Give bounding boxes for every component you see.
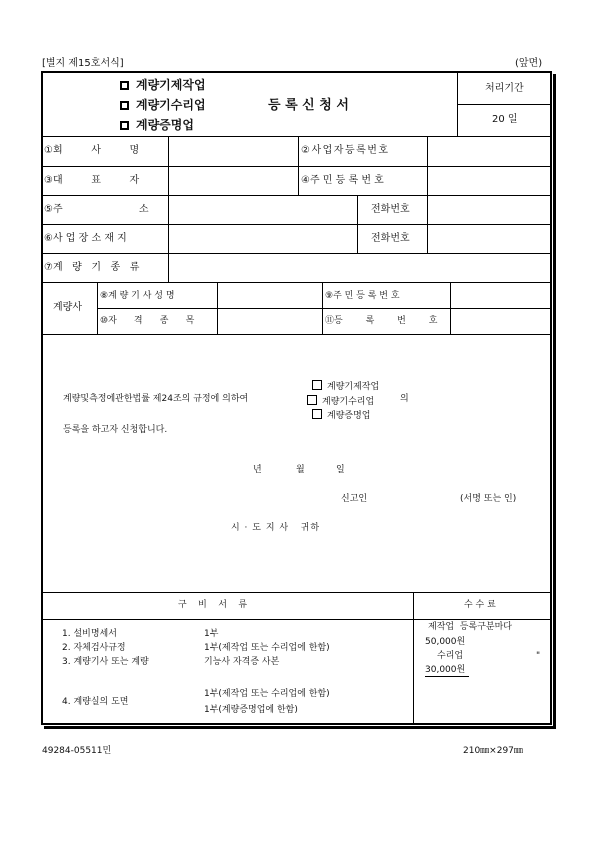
company-name-field[interactable] xyxy=(170,138,296,164)
form-number: [별지 제15호서식] xyxy=(42,58,124,69)
document-name: 4. 계량실의 도면 xyxy=(62,697,129,707)
date-day-label: 일 xyxy=(336,465,345,475)
workplace-label: ⑥사 업 장 소 재 지 xyxy=(44,233,127,244)
applicant-label: 신고인 xyxy=(341,494,368,504)
measurer-name-field[interactable] xyxy=(219,284,320,306)
document-name: 3. 계량기사 또는 계량 xyxy=(62,657,149,667)
form-title: 등 록 신 청 서 xyxy=(268,98,349,113)
business-reg-field[interactable] xyxy=(430,138,550,164)
representative-label: ③대 표 자 xyxy=(44,175,140,186)
measurer-name-label: ⑧계 량 기 사 성 명 xyxy=(100,291,175,301)
phone-field[interactable] xyxy=(430,197,550,223)
qualification-label: ⑩자 격 종 목 xyxy=(100,316,195,326)
checkbox-icon[interactable] xyxy=(312,380,322,390)
document-name: 2. 자체검사규정 xyxy=(62,643,126,653)
document-qty: 1부 xyxy=(204,629,219,639)
resident-reg-label: ④주 민 등 록 번 호 xyxy=(301,175,384,186)
statement-text: 계량및측정에관한법률 제24조의 규정에 의하여 xyxy=(63,394,249,404)
qualification-field[interactable] xyxy=(219,310,320,332)
fee-amount: 30,000원 xyxy=(425,665,466,675)
frame-shadow-right xyxy=(553,74,556,728)
page-side-label: (앞면) xyxy=(515,58,543,69)
workplace-phone-label: 전화번호 xyxy=(371,233,410,244)
body-option-certification[interactable]: 계량증명업 xyxy=(312,409,370,421)
checkbox-icon[interactable] xyxy=(307,395,317,405)
address-label: ⑤주 소 xyxy=(44,204,149,215)
checkbox-icon[interactable] xyxy=(120,101,129,110)
fee-line: 수리업 xyxy=(437,651,464,661)
checkbox-icon[interactable] xyxy=(312,409,322,419)
processing-period-value: 20 일 xyxy=(492,114,518,125)
documents-header: 구 비 서 류 xyxy=(178,600,248,610)
processing-period-label: 처리기간 xyxy=(485,83,524,94)
body-option-repair[interactable]: 계량기수리업 xyxy=(307,395,374,407)
registration-no-label: ⑪등 록 번 호 xyxy=(325,316,438,326)
frame-shadow-bottom xyxy=(44,726,556,729)
fee-ditto-mark: " xyxy=(536,651,541,661)
recipient-label: 시 · 도 지 사 귀하 xyxy=(231,523,321,533)
document-qty-extra: 1부(계량증명업에 한함) xyxy=(204,705,298,715)
measurer-group-label: 계량사 xyxy=(53,302,82,313)
phone-label: 전화번호 xyxy=(371,204,410,215)
resident-reg-field[interactable] xyxy=(430,168,550,194)
fee-amount: 50,000원 xyxy=(425,637,466,647)
document-name: 1. 설비명세서 xyxy=(62,629,117,639)
date-year-label: 년 xyxy=(253,465,262,475)
company-name-label: ①회 사 명 xyxy=(44,145,140,156)
fee-line: 제작업 등록구분마다 xyxy=(428,622,512,632)
workplace-field[interactable] xyxy=(170,226,355,252)
title-option-manufacture[interactable]: 계량기제작업 xyxy=(120,79,206,91)
business-reg-label: ②사업자등록번호 xyxy=(301,145,390,156)
measurer-resident-label: ⑨주 민 등 록 번 호 xyxy=(325,291,400,301)
document-qty: 1부(제작업 또는 수리업에 한함) xyxy=(204,689,330,699)
instrument-type-field[interactable] xyxy=(170,255,550,281)
title-option-repair[interactable]: 계량기수리업 xyxy=(120,99,206,111)
registration-no-field[interactable] xyxy=(452,310,550,332)
representative-field[interactable] xyxy=(170,168,296,194)
workplace-phone-field[interactable] xyxy=(430,226,550,252)
fee-header: 수 수 료 xyxy=(464,600,496,610)
paper-size: 210㎜×297㎜ xyxy=(463,746,523,756)
measurer-resident-field[interactable] xyxy=(452,284,550,306)
date-month-label: 월 xyxy=(296,465,305,475)
signature-label: (서명 또는 인) xyxy=(460,494,517,504)
form-code: 49284-05511민 xyxy=(42,746,112,756)
statement-suffix: 의 xyxy=(400,394,409,404)
checkbox-icon[interactable] xyxy=(120,121,129,130)
document-qty: 기능사 자격증 사본 xyxy=(204,657,280,667)
instrument-type-label: ⑦계 량 기 종 류 xyxy=(44,262,140,273)
address-field[interactable] xyxy=(170,197,355,223)
statement-line2: 등록을 하고자 신청합니다. xyxy=(63,425,168,435)
body-option-manufacture[interactable]: 계량기제작업 xyxy=(312,380,379,392)
document-qty: 1부(제작업 또는 수리업에 한함) xyxy=(204,643,330,653)
title-option-certification[interactable]: 계량증명업 xyxy=(120,119,194,131)
checkbox-icon[interactable] xyxy=(120,81,129,90)
